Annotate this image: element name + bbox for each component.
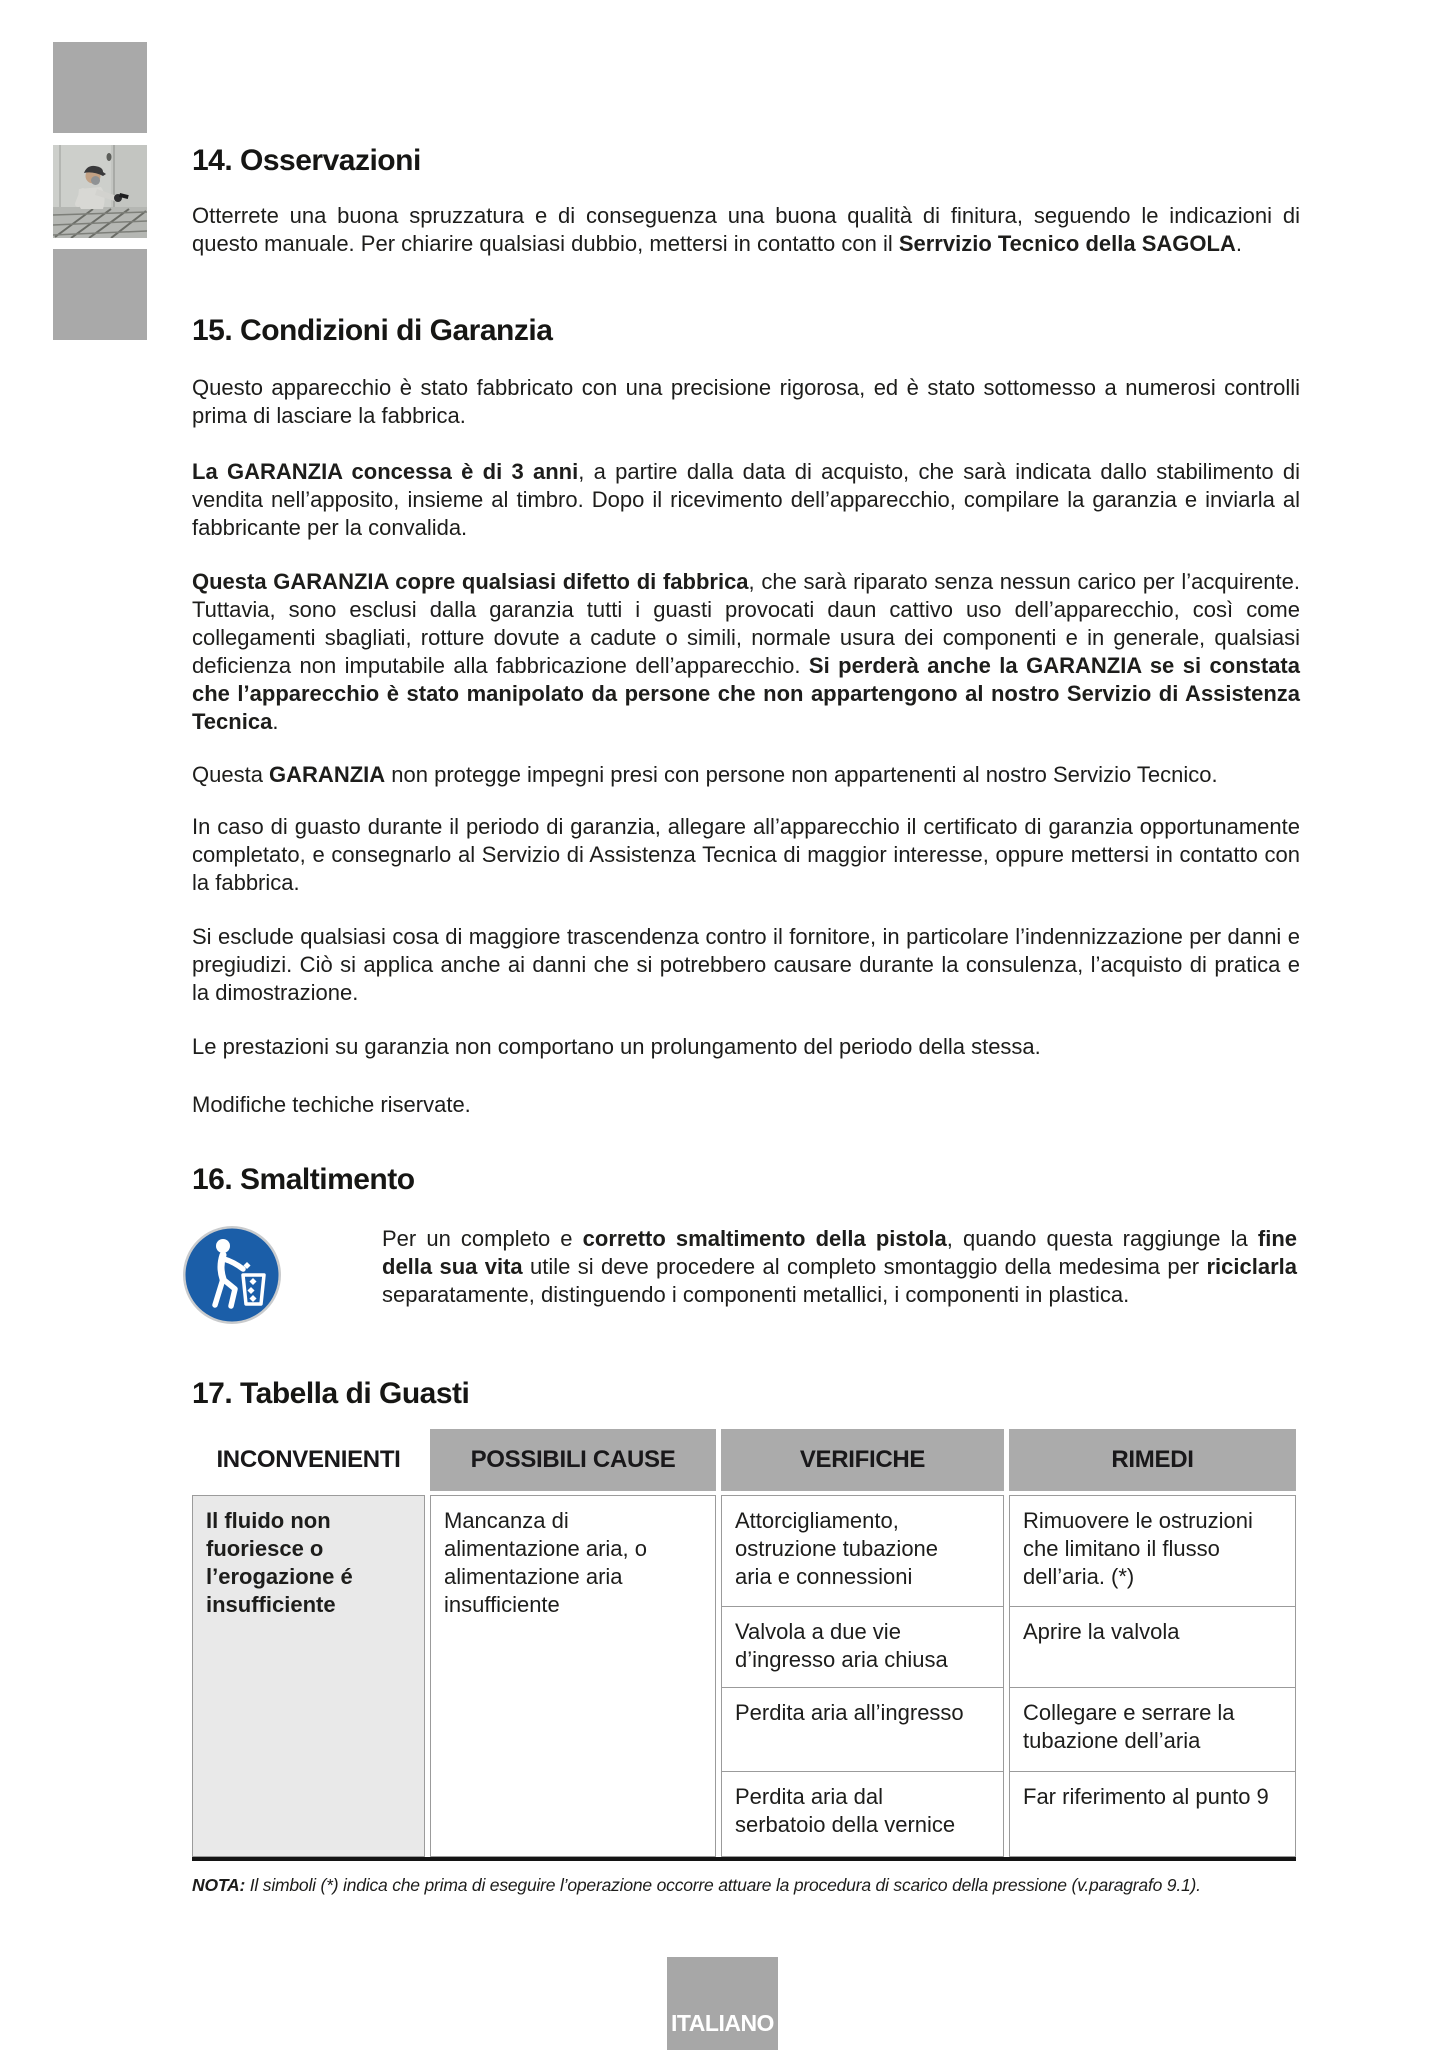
cell-rimedio: Collegare e serrare la tubazione dell’aria [1010,1687,1295,1771]
language-tab-label: ITALIANO [671,2010,774,2036]
smaltimento-block [192,1225,1300,1325]
cell-inconveniente: Il fluido non fuoriesce o l’erogazione é insufficiente [192,1495,425,1857]
section-heading-tabella-guasti: 17. Tabella di Guasti [192,1377,470,1410]
osservazioni-paragraph: Otterrete una buona spruzzatura e di conseguenza una buona qualità di finitura, seguendo le indicazioni di questo manuale. Per chiarire qualsiasi dubbio, mettersi in contatto con il Serrvizio Tecnico della SAGOLA. [192,203,1300,256]
section-heading-osservazioni: 14. Osservazioni [192,144,421,177]
garanzia-paragraph: Questa GARANZIA non protegge impegni presi con persone non appartenenti al nostro Servizio Tecnico. [192,762,1218,787]
faults-table-header-row [192,1429,1296,1491]
technical-changes-note: Modifiche techiche riservate. [192,1092,471,1117]
section-heading-garanzia: 15. Condizioni di Garanzia [192,314,553,347]
cell-rimedio: Aprire la valvola [1010,1606,1295,1687]
cell-verifiche-group [721,1495,1004,1857]
column-header-verifiche: VERIFICHE [721,1429,1004,1491]
faults-table [192,1429,1296,1861]
language-tab-italiano [667,1957,778,2050]
table-footnote: NOTA: Il simboli (*) indica che prima di eseguire l’operazione occorre attuare la procedura di scarico della pressione (v.paragrafo 9.1). [192,1875,1201,1895]
faults-table-body-row [192,1495,1296,1857]
column-header-inconvenienti: INCONVENIENTI [192,1429,425,1491]
cell-rimedi-group [1009,1495,1296,1857]
cell-verifica: Perdita aria all’ingresso [722,1687,1003,1771]
cell-causa: Mancanza di alimentazione aria, o alimentazione aria insufficiente [430,1495,716,1857]
left-rail [53,42,147,340]
use-litter-bin-icon [182,1225,282,1325]
column-header-possibili-cause: POSSIBILI CAUSE [430,1429,716,1491]
column-header-rimedi: RIMEDI [1009,1429,1296,1491]
garanzia-paragraph: In caso di guasto durante il periodo di garanzia, allegare all’apparecchio il certificato di garanzia opportunamente completato, e consegnarlo al Servizio di Assistenza Tecnica di maggior interesse, oppure mettersi in contatto con la fabbrica. [192,814,1300,895]
smaltimento-paragraph: Per un completo e corretto smaltimento della pistola, quando questa raggiunge la fine della sua vita utile si deve procedere al completo smontaggio della medesima per riciclarla separatamente, distinguendo i componenti metallici, i componenti in plastica. [382,1226,1297,1307]
page-content [192,0,1300,1896]
cell-rimedio: Rimuovere le ostruzioni che limitano il flusso dell’aria. (*) [1023,1508,1253,1589]
spray-booth-photo [53,145,147,238]
garanzia-paragraph: Questa GARANZIA copre qualsiasi difetto di fabbrica, che sarà riparato senza nessun carico per l’acquirente. Tuttavia, sono esclusi dalla garanzia tutti i guasti provocati daun cattivo uso dell’apparecchio, così come collegamenti sbagliati, rotture dovute a cadute o simili, normale usura dei componenti e in generale, qualsiasi deficienza non imputabile alla fabbricazione dell’apparecchio. Si perderà anche la GARANZIA se si constata che l’apparecchio è stato manipolato da persone che non appartengono al nostro Servizio di Assistenza Tecnica. [192,569,1300,734]
garanzia-paragraph: Questo apparecchio è stato fabbricato con una precisione rigorosa, ed è stato sottomesso a numerosi controlli prima di lasciare la fabbrica. [192,375,1300,428]
cell-verifica: Valvola a due vie d’ingresso aria chiusa [722,1606,1003,1687]
decor-square-bottom [53,249,147,340]
garanzia-paragraph: La GARANZIA concessa è di 3 anni, a partire dalla data di acquisto, che sarà indicata dallo stabilimento di vendita nell’apposito, insieme al timbro. Dopo il ricevimento dell’apparecchio, compilare la garanzia e inviarla al fabbricante per la convalida. [192,459,1301,540]
section-heading-smaltimento: 16. Smaltimento [192,1163,415,1196]
table-bottom-rule [192,1857,1296,1861]
garanzia-paragraph: Le prestazioni su garanzia non comportano un prolungamento del periodo della stessa. [192,1034,1041,1059]
cell-verifica: Attorcigliamento, ostruzione tubazione aria e connessioni [735,1508,939,1589]
decor-square-top [53,42,147,133]
cell-rimedio: Far riferimento al punto 9 [1010,1771,1295,1856]
cell-verifica: Perdita aria dal serbatoio della vernice [722,1771,1003,1856]
garanzia-paragraph: Si esclude qualsiasi cosa di maggiore trascendenza contro il fornitore, in particolare l’indennizzazione per danni e pregiudizi. Ciò si applica anche ai danni che si potrebbero causare durante la consulenza, l’acquisto di pratica e la dimostrazione. [192,924,1300,1005]
